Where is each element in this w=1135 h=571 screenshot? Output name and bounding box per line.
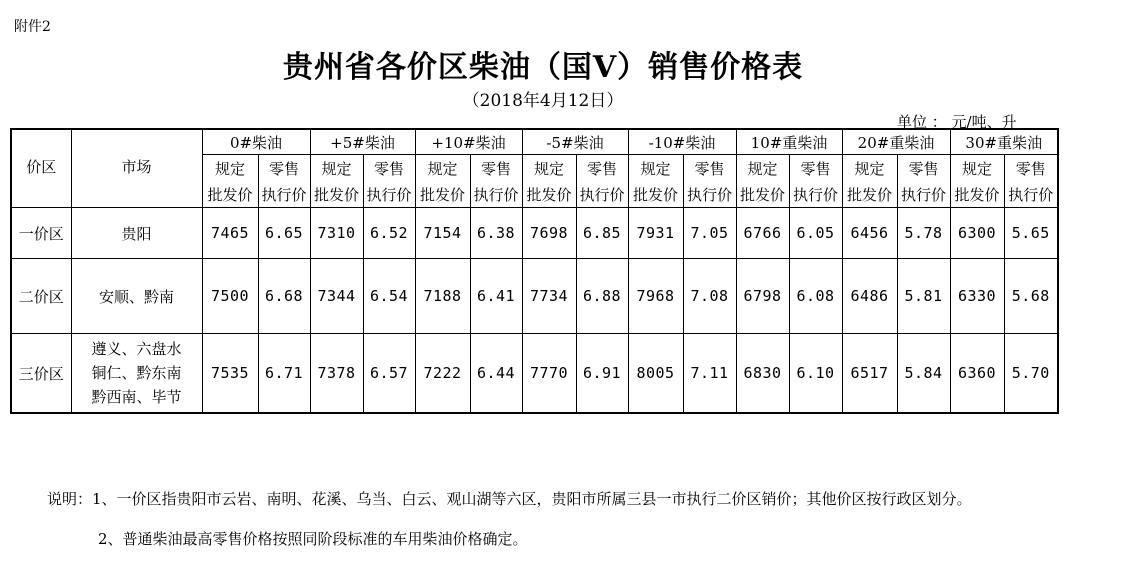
retail-price-cell: 5.81 xyxy=(897,259,950,334)
sub-header-retail: 零售 xyxy=(897,155,950,182)
table-row xyxy=(11,334,1058,414)
sub-header-execution: 执行价 xyxy=(897,181,950,208)
sub-header-wholesale: 批发价 xyxy=(310,181,363,208)
product-header: 30#重柴油 xyxy=(950,129,1058,155)
retail-price-cell: 6.52 xyxy=(363,208,415,259)
wholesale-price-cell: 7310 xyxy=(310,208,363,259)
wholesale-price-cell: 7734 xyxy=(522,259,576,334)
table-row xyxy=(11,208,1058,259)
wholesale-price-cell: 7378 xyxy=(310,334,363,414)
sub-header-retail: 零售 xyxy=(683,155,736,182)
retail-price-cell: 6.91 xyxy=(576,334,628,414)
retail-price-cell: 6.10 xyxy=(789,334,842,414)
wholesale-price-cell: 7968 xyxy=(628,259,683,334)
sub-header-wholesale: 批发价 xyxy=(202,181,258,208)
product-header: 20#重柴油 xyxy=(842,129,950,155)
product-header: -5#柴油 xyxy=(522,129,628,155)
retail-price-cell: 5.84 xyxy=(897,334,950,414)
wholesale-price-cell: 6360 xyxy=(950,334,1004,414)
sub-header-wholesale: 批发价 xyxy=(950,181,1004,208)
wholesale-price-cell: 6830 xyxy=(736,334,789,414)
market-line: 遵义、六盘水 xyxy=(91,340,182,358)
price-zone-cell: 一价区 xyxy=(11,208,71,259)
retail-price-cell: 7.08 xyxy=(683,259,736,334)
wholesale-price-cell: 7188 xyxy=(415,259,470,334)
wholesale-price-cell: 7154 xyxy=(415,208,470,259)
product-header: -10#柴油 xyxy=(628,129,736,155)
attachment-label: 附件2 xyxy=(14,19,51,35)
market-cell: 安顺、黔南 xyxy=(71,259,202,334)
product-header: 0#柴油 xyxy=(202,129,310,155)
retail-price-cell: 5.70 xyxy=(1004,334,1058,414)
retail-price-cell: 6.08 xyxy=(789,259,842,334)
product-header: 10#重柴油 xyxy=(736,129,842,155)
retail-price-cell: 6.41 xyxy=(470,259,522,334)
header-row-products xyxy=(11,129,1058,155)
page-title: 贵州省各价区柴油（国Ⅴ）销售价格表 xyxy=(282,50,804,85)
wholesale-price-cell: 6486 xyxy=(842,259,897,334)
retail-price-cell: 6.38 xyxy=(470,208,522,259)
sub-header-retail: 零售 xyxy=(363,155,415,182)
table-row xyxy=(11,259,1058,334)
retail-price-cell: 5.68 xyxy=(1004,259,1058,334)
product-header: +10#柴油 xyxy=(415,129,522,155)
wholesale-price-cell: 6766 xyxy=(736,208,789,259)
retail-price-cell: 6.57 xyxy=(363,334,415,414)
sub-header-regulated: 规定 xyxy=(522,155,576,182)
wholesale-price-cell: 7770 xyxy=(522,334,576,414)
sub-header-regulated: 规定 xyxy=(310,155,363,182)
retail-price-cell: 5.65 xyxy=(1004,208,1058,259)
wholesale-price-cell: 6330 xyxy=(950,259,1004,334)
sub-header-retail: 零售 xyxy=(258,155,310,182)
retail-price-cell: 6.65 xyxy=(258,208,310,259)
header-price-zone: 价区 xyxy=(11,129,71,208)
sub-header-execution: 执行价 xyxy=(576,181,628,208)
retail-price-cell: 6.05 xyxy=(789,208,842,259)
header-market: 市场 xyxy=(71,129,202,208)
sub-header-regulated: 规定 xyxy=(950,155,1004,182)
retail-price-cell: 6.85 xyxy=(576,208,628,259)
retail-price-cell: 6.54 xyxy=(363,259,415,334)
sub-header-regulated: 规定 xyxy=(736,155,789,182)
wholesale-price-cell: 7931 xyxy=(628,208,683,259)
sub-header-wholesale: 批发价 xyxy=(736,181,789,208)
sub-header-execution: 执行价 xyxy=(258,181,310,208)
wholesale-price-cell: 7535 xyxy=(202,334,258,414)
retail-price-cell: 6.44 xyxy=(470,334,522,414)
retail-price-cell: 6.71 xyxy=(258,334,310,414)
wholesale-price-cell: 6300 xyxy=(950,208,1004,259)
sub-header-wholesale: 批发价 xyxy=(842,181,897,208)
sub-header-retail: 零售 xyxy=(470,155,522,182)
wholesale-price-cell: 7344 xyxy=(310,259,363,334)
retail-price-cell: 7.05 xyxy=(683,208,736,259)
market-cell xyxy=(71,334,202,414)
note-1: 说明：1、一价区指贵阳市云岩、南明、花溪、乌当、白云、观山湖等六区，贵阳市所属三县一市执行二价区销价；其他价区按行政区划分。 xyxy=(47,490,972,508)
wholesale-price-cell: 6517 xyxy=(842,334,897,414)
sub-header-retail: 零售 xyxy=(789,155,842,182)
sub-header-retail: 零售 xyxy=(576,155,628,182)
retail-price-cell: 5.78 xyxy=(897,208,950,259)
price-table xyxy=(10,128,1059,414)
price-zone-cell: 三价区 xyxy=(11,334,71,414)
date-label: （2018年4月12日） xyxy=(462,91,624,111)
wholesale-price-cell: 7500 xyxy=(202,259,258,334)
wholesale-price-cell: 7465 xyxy=(202,208,258,259)
market-cell: 贵阳 xyxy=(71,208,202,259)
sub-header-retail: 零售 xyxy=(1004,155,1058,182)
sub-header-regulated: 规定 xyxy=(628,155,683,182)
price-zone-cell: 二价区 xyxy=(11,259,71,334)
sub-header-execution: 执行价 xyxy=(470,181,522,208)
sub-header-regulated: 规定 xyxy=(202,155,258,182)
sub-header-execution: 执行价 xyxy=(363,181,415,208)
sub-header-wholesale: 批发价 xyxy=(522,181,576,208)
wholesale-price-cell: 6798 xyxy=(736,259,789,334)
wholesale-price-cell: 7698 xyxy=(522,208,576,259)
unit-label: 单位 ： 元/吨、升 xyxy=(897,113,1017,131)
retail-price-cell: 7.11 xyxy=(683,334,736,414)
wholesale-price-cell: 6456 xyxy=(842,208,897,259)
sub-header-execution: 执行价 xyxy=(683,181,736,208)
product-header: +5#柴油 xyxy=(310,129,415,155)
retail-price-cell: 6.88 xyxy=(576,259,628,334)
wholesale-price-cell: 7222 xyxy=(415,334,470,414)
sub-header-regulated: 规定 xyxy=(415,155,470,182)
wholesale-price-cell: 8005 xyxy=(628,334,683,414)
sub-header-wholesale: 批发价 xyxy=(415,181,470,208)
sub-header-regulated: 规定 xyxy=(842,155,897,182)
sub-header-wholesale: 批发价 xyxy=(628,181,683,208)
note-2: 2、普通柴油最高零售价格按照同阶段标准的车用柴油价格确定。 xyxy=(98,530,528,548)
market-line: 铜仁、黔东南 xyxy=(91,364,182,382)
market-line: 黔西南、毕节 xyxy=(91,388,182,406)
sub-header-execution: 执行价 xyxy=(1004,181,1058,208)
sub-header-execution: 执行价 xyxy=(789,181,842,208)
retail-price-cell: 6.68 xyxy=(258,259,310,334)
